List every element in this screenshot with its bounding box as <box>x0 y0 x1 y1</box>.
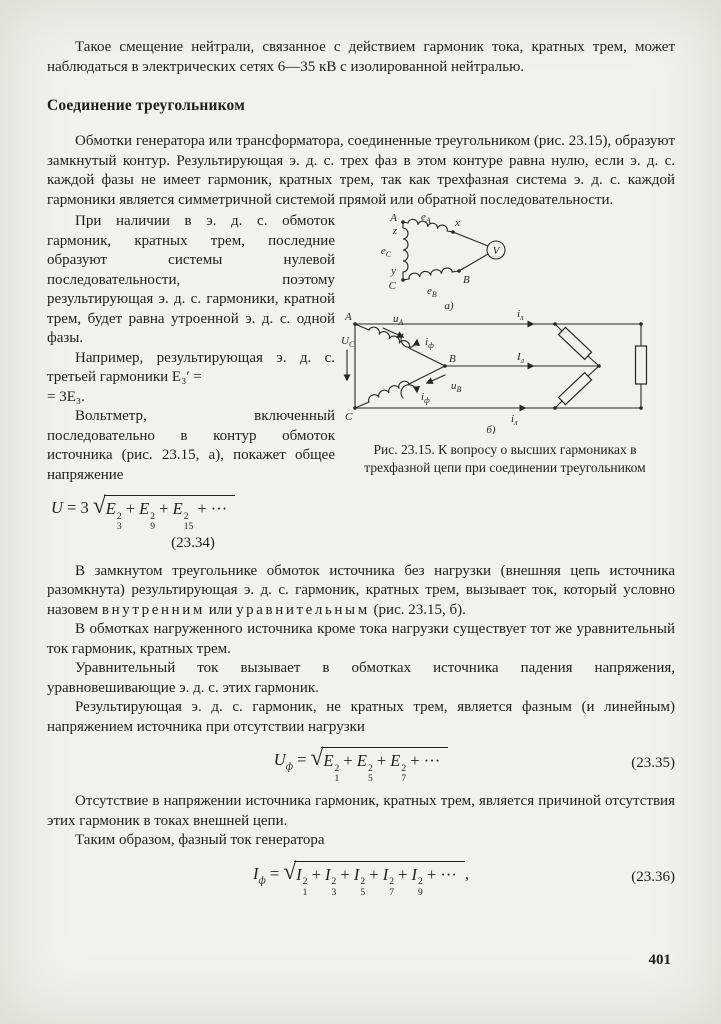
label-node-A: A <box>345 311 352 323</box>
left-paragraph-3: Вольтметр, включенный последовательно в контур обмоток источника (рис. 23.15, а), покажет общее напряжение <box>47 408 335 483</box>
winding-coil-eC <box>403 228 408 272</box>
load-resistor-right <box>636 346 647 384</box>
paragraph-internal-current <box>47 562 675 621</box>
delta-winding-lines <box>403 218 505 280</box>
square-root <box>283 858 465 898</box>
label-emf-eA: $e_A$ <box>421 212 431 225</box>
subfigure-b <box>341 308 647 434</box>
winding-coil-eB <box>408 267 452 279</box>
sup-sub: 2 15 <box>183 510 194 532</box>
variable: E <box>323 751 334 771</box>
winding-coil-CB <box>367 380 409 402</box>
square-root <box>93 495 235 532</box>
text-run: В замкнутом треугольнике обмоток источника без нагрузки (внешняя цепь источника разомкнута) результирующая э. д. с. гармоник, кратных трем, вызывает ток, который условно назовем <box>47 562 675 618</box>
label-voltage-uB: $u_B$ <box>451 380 462 394</box>
sup-sub: 2 1 <box>334 763 340 785</box>
formula-lhs-sub: ф <box>258 874 266 886</box>
label-terminal-y: y <box>391 265 396 277</box>
label-line-current-mid: $I_л$ <box>517 351 525 365</box>
radicand: E 2 1 + E 2 5 + E 2 7 + ··· <box>321 747 448 784</box>
label-line-current-top: $i_л$ <box>517 308 524 322</box>
formula-body: U = 3 √ E 2 3 + E 2 9 + E 2 15 + ··· <box>51 498 235 517</box>
label-terminal-z: z <box>392 225 397 237</box>
formula-lhs: U <box>273 750 286 770</box>
formula-23-34 <box>51 495 335 552</box>
formula-lhs: U <box>51 498 63 517</box>
page-content <box>47 38 675 906</box>
text-run: (рис. 23.15, б). <box>369 601 466 618</box>
equation-inline-line2: = 3E₃. <box>47 388 85 405</box>
paragraph-delta-intro: Обмотки генератора или трансформатора, соединенные треугольником (рис. 23.15), образуют замкнутый контур. Результирующая э. д. с. трех фаз в этом контуре равна нулю, если э. д. с. каждой фазы не имеет гармоник, кратных трем, так как трехфазная система э. д. с. каждой гармоники является симметричной системой прямой или обратной последовательности. <box>47 133 675 208</box>
sup-sub: 2 7 <box>389 876 394 898</box>
label-emf-eB: $e_B$ <box>427 285 437 299</box>
equation-number-23-35: (23.35) <box>631 755 675 772</box>
text-run: или <box>205 601 237 618</box>
subfigure-b-label: б) <box>486 424 496 434</box>
paragraph-thus-phase-current: Таким образом, фазный ток генератора <box>75 832 325 849</box>
paragraph-loaded-source: В обмотках нагруженного источника кроме тока нагрузки существует тот же уравнительный ток гармоник, кратных трем. <box>47 621 675 657</box>
formula-23-36 <box>47 858 675 898</box>
label-current-if-top: $i_ф$ <box>425 336 434 350</box>
sup-sub: 2 1 <box>302 876 308 898</box>
winding-coil-AB <box>369 325 411 347</box>
left-paragraph-2 <box>47 349 335 408</box>
label-line-current-bottom: $i_л$ <box>511 413 518 427</box>
two-column-block <box>47 212 675 558</box>
variable: E <box>139 499 150 518</box>
variable: I <box>382 864 389 884</box>
sup-sub: 2 3 <box>331 876 337 898</box>
variable: E <box>172 499 183 518</box>
formula-23-35 <box>47 747 675 784</box>
equation-number-23-34: (23.34) <box>171 534 215 551</box>
intro-paragraph: Такое смещение нейтрали, связанное с действием гармоник тока, кратных трем, может наблюдаться в электрических сетях 6—35 кВ с изолированной нейтралью. <box>47 39 675 75</box>
label-node-B: B <box>449 353 456 365</box>
label-voltage-UC: $U_C$ <box>341 335 355 349</box>
voltmeter-letter: V <box>492 245 500 257</box>
variable: E <box>356 751 367 771</box>
load-resistor-top <box>559 327 592 359</box>
radical-sign: √ <box>283 858 297 885</box>
variable: I <box>411 864 418 884</box>
label-vertex-A: A <box>390 212 397 224</box>
variable: I <box>325 864 331 884</box>
radicand: I 2 1 + I 2 3 + I 2 5 + I 2 7 + I 2 9 + ··· <box>294 861 465 898</box>
formula-body: $I_ф$ = √ I 2 1 + I 2 3 + I 2 5 + I 2 7 + I 2 9 + ··· , <box>252 858 469 898</box>
label-vertex-C: C <box>388 280 396 292</box>
equation-number-23-36: (23.36) <box>631 868 675 885</box>
variable: I <box>353 864 360 884</box>
sup-sub: 2 9 <box>150 510 156 532</box>
emphasized-term-internal: внутренним <box>101 601 206 618</box>
sup-sub: 2 5 <box>360 876 366 898</box>
variable: I <box>296 864 302 884</box>
circulating-current-arrow-bottom <box>401 385 417 398</box>
label-voltage-uA: $u_A$ <box>393 313 404 327</box>
left-paragraph-1: При наличии в э. д. с. обмоток гармоник, кратных трем, последние образуют системы нулевой последовательности, поэтому результирующая э. д. с. гармоники, кратной трем, будет равна утроенной э. д. с. одной фазы. <box>47 213 335 346</box>
radical-sign: √ <box>92 493 106 519</box>
sup-sub: 2 7 <box>401 763 407 785</box>
sup-sub: 2 9 <box>418 876 423 898</box>
page-number: 401 <box>648 952 671 968</box>
section-heading: Соединение треугольником <box>47 97 245 114</box>
sup-sub: 2 3 <box>116 510 122 532</box>
paragraph-voltage-drops: Уравнительный ток вызывает в обмотках источника падения напряжения, уравновешивающие э. д. с. этих гармоник. <box>47 660 675 696</box>
label-emf-eC: $e_C$ <box>380 245 391 259</box>
formula-lhs-sub: ф <box>285 761 293 773</box>
paragraph-absence-harmonics: Отсутствие в напряжении источника гармоник, кратных трем, является причиной отсутствия этих гармоник в токах внешней цепи. <box>47 793 675 829</box>
equation-inline-line1: Например, результирующая э. д. с. третьей гармоники E₃′ = <box>47 349 335 385</box>
label-node-C: C <box>345 411 353 423</box>
label-terminal-x: x <box>455 217 460 229</box>
figure-column <box>341 212 669 558</box>
figure-23-15 <box>341 212 669 434</box>
emphasized-term-equalizing: уравнительным <box>236 601 370 618</box>
subfigure-a <box>381 212 505 312</box>
sup-sub: 2 5 <box>367 763 373 785</box>
load-resistor-bottom <box>559 373 592 405</box>
label-vertex-B: B <box>463 274 470 286</box>
square-root <box>311 747 449 784</box>
left-text-column <box>47 212 341 558</box>
figure-caption: Рис. 23.15. К вопросу о высших гармониках в трехфазной цепи при соединении треугольником <box>364 442 646 475</box>
formula-body: $U_ф$ = √ E 2 1 + E 2 5 + E 2 7 + ··· <box>274 750 448 769</box>
variable: E <box>105 499 116 518</box>
subfigure-a-label: а) <box>444 300 454 312</box>
variable: E <box>390 751 401 771</box>
radical-sign: √ <box>310 745 324 772</box>
formula-lhs: I <box>252 863 259 883</box>
voltage-arrow-uB <box>427 375 445 383</box>
paragraph-resulting-emf: Результирующая э. д. с. гармоник, не кратных трем, является фазным (и линейным) напряжением источника при отсутствии нагрузки <box>47 699 675 735</box>
label-current-if-bottom: $i_ф$ <box>421 391 430 405</box>
radicand: E 2 3 + E 2 9 + E 2 15 + ··· <box>104 495 236 532</box>
circuit-lines-b <box>355 324 647 408</box>
